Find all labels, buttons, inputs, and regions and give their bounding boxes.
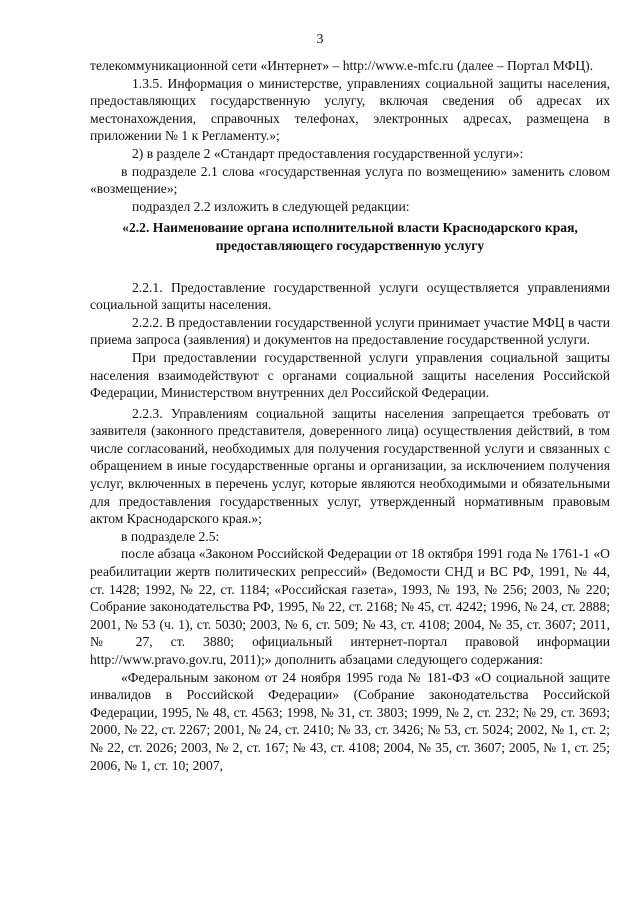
- paragraph-portal-mfc: телекоммуникационной сети «Интернет» – http://www.e-mfc.ru (далее – Портал МФЦ).: [90, 58, 594, 73]
- paragraph-section-2: 2) в разделе 2 «Стандарт предоставления государственной услуги»:: [132, 145, 524, 161]
- paragraph-subsection-2-5: в подразделе 2.5:: [121, 528, 220, 544]
- paragraph-law-181-fz: «Федеральным законом от 24 ноября 1995 года № 181-ФЗ «О социальной защите инвалидов в Российской Федерации» (Собрание законодательства Российской Федерации, 1995, № 48, ст. 4563; 1998, № 31, ст. 3803; 1999, № 2, ст. 232; № 29, ст. 3693; 2000, № 22, ст. 2267; 2001, № 24, ст. 2410; № 33, ст. 3426; № 53, ст. 5024; 2002, № 1, ст. 2; № 22, ст. 2026; 2003, № 2, ст. 167; № 43, ст. 4108; 2004, № 35, ст. 3607; 2005, № 1, ст. 25; 2006, № 1, ст. 10; 2007,: [90, 669, 610, 773]
- paragraph-subsection-2-2: подраздел 2.2 изложить в следующей редакции:: [132, 198, 410, 214]
- paragraph-subsection-2-1: в подразделе 2.1 слова «государственная услуга по возмещению» заменить словом «возмещение»;: [90, 163, 610, 197]
- paragraph-2-2-3: 2.2.3. Управлениям социальной защиты населения запрещается требовать от заявителя (законного представителя, доверенного лица) осуществления действий, в том числе согласований, необходимых для получения государственной услуги и связанных с обращением в иные государственные органы и организации, за исключением получения услуг, включенных в перечень услуг, которые являются необходимыми и обязательными для предоставления государственных услуг, утвержденный нормативным правовым актом Краснодарского края.»;: [90, 405, 610, 527]
- section-heading-2-2: «2.2. Наименование органа исполнительной власти Краснодарского края, предоставляющего государственную услугу: [122, 220, 578, 253]
- paragraph-law-1761-1: после абзаца «Законом Российской Федерации от 18 октября 1991 года № 1761-1 «О реабилитации жертв политических репрессий» (Ведомости СНД и ВС РФ, 1991, № 44, ст. 1428; 1992, № 22, ст. 1184; «Российская газета», 1993, № 193, № 256; 2003, № 220; Собрание законодательства РФ, 1995, № 22, ст. 2168; № 45, ст. 4242; 1996, № 24, ст. 2888; 2001, № 53 (ч. 1), ст. 5030; 2003, № 6, ст. 509; № 43, ст. 4108; 2004, № 35, ст. 3607; 2011, № 27, ст. 3880; официальный интернет-портал правовой информации http://www.pravo.gov.ru, 2011);» дополнить абзацами следующего содержания:: [90, 546, 610, 667]
- paragraph-2-2-1: 2.2.1. Предоставление государственной услуги осуществляется управлениями социальной защиты населения.: [90, 279, 610, 313]
- document-body: [90, 57, 610, 774]
- paragraph-1-3-5: 1.3.5. Информация о министерстве, управлениях социальной защиты населения, предоставляющих государственную услугу, включая сведения об адресах их местонахождения, справочных телефонах, электронных адресах, размещена в приложении № 1 к Регламенту.»;: [90, 75, 610, 144]
- page-number: 3: [316, 32, 324, 47]
- paragraph-2-2-2: 2.2.2. В предоставлении государственной услуги принимает участие МФЦ в части приема запроса (заявления) и документов на предоставление государственной услуги.: [90, 314, 610, 348]
- paragraph-interaction: При предоставлении государственной услуги управления социальной защиты населения взаимодействуют с органами социальной защиты населения Российской Федерации, Министерством внутренних дел Российской Федерации.: [90, 349, 610, 401]
